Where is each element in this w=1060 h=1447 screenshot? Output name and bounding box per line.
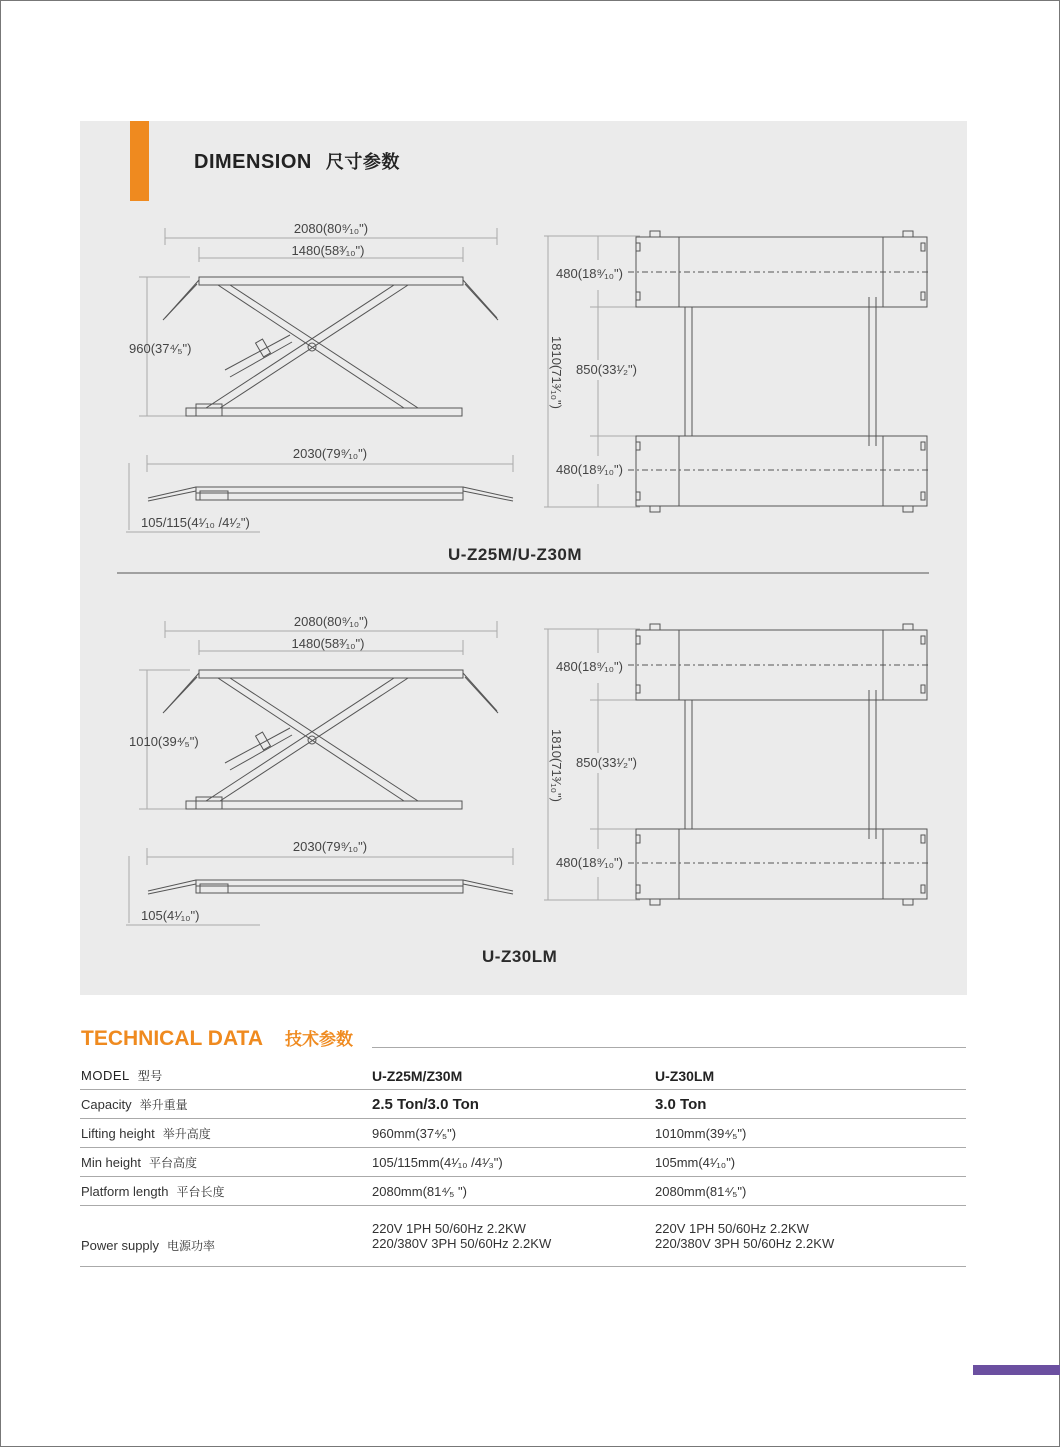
table-row xyxy=(80,1148,966,1177)
dim-base-length-2: 2030(79⁹⁄₁₀") xyxy=(292,839,368,854)
row-label-en: Capacity xyxy=(81,1096,132,1112)
dim-min-height-1: 105/115(4¹⁄₁₀ /4¹⁄₂") xyxy=(141,515,250,530)
dimension-title-cn: 尺寸参数 xyxy=(325,152,400,172)
row-value-model-2: 1010mm(39⁴⁄₅") xyxy=(655,1119,966,1148)
row-label-en: Power supply xyxy=(81,1237,160,1253)
dim-platform-width-top-2: 480(18⁹⁄₁₀") xyxy=(556,659,623,674)
dim-platform-length-1: 1480(58³⁄₁₀") xyxy=(291,243,365,258)
dim-lift-height-1: 960(37⁴⁄₅") xyxy=(129,341,192,356)
dim-min-height-2: 105(4¹⁄₁₀") xyxy=(141,908,200,923)
dim-gap-1: 850(33¹⁄₂") xyxy=(576,362,637,377)
row-value-model-1: 2.5 Ton/3.0 Ton xyxy=(372,1090,655,1119)
row-value-model-1: 960mm(37⁴⁄₅") xyxy=(372,1119,655,1148)
row-value-model-1 xyxy=(372,1206,655,1267)
row-label xyxy=(80,1206,372,1267)
row-value-model-2: 3.0 Ton xyxy=(655,1090,966,1119)
dim-platform-length-2: 1480(58³⁄₁₀") xyxy=(291,636,365,651)
technical-data-table xyxy=(80,1062,966,1267)
row-value-model-2: 2080mm(81⁴⁄₅") xyxy=(655,1177,966,1206)
power-line-2: 220/380V 3PH 50/60Hz 2.2KW xyxy=(372,1236,552,1251)
row-value-model-1: 2080mm(81⁴⁄₅ ") xyxy=(372,1177,655,1206)
model-label-1: U-Z25M/U-Z30M xyxy=(448,545,583,564)
dimension-title-en: DIMENSION xyxy=(194,151,312,173)
technical-title-rule xyxy=(372,1047,966,1048)
dim-overall-length-2: 2080(80⁹⁄₁₀") xyxy=(293,614,369,629)
table-header-row xyxy=(80,1062,966,1090)
power-line-1: 220V 1PH 50/60Hz 2.2KW xyxy=(372,1221,526,1236)
dim-platform-width-bottom-1: 480(18⁹⁄₁₀") xyxy=(556,462,623,477)
row-value-model-2: 105mm(4¹⁄₁₀") xyxy=(655,1148,966,1177)
corner-accent-bar xyxy=(973,1365,1060,1375)
header-label-cn: 型号 xyxy=(137,1069,163,1083)
dim-platform-width-top-1: 480(18⁹⁄₁₀") xyxy=(556,266,623,281)
technical-title-en: TECHNICAL DATA xyxy=(81,1027,263,1050)
dim-platform-width-bottom-2: 480(18⁹⁄₁₀") xyxy=(556,855,623,870)
row-value-model-1: 105/115mm(4¹⁄₁₀ /4¹⁄₃") xyxy=(372,1148,655,1177)
row-label xyxy=(80,1090,372,1119)
row-label-cn: 电源功率 xyxy=(167,1238,216,1253)
row-label-en: Lifting height xyxy=(81,1125,155,1141)
row-label-cn: 平台长度 xyxy=(176,1184,225,1199)
dim-overall-width-1: 1810(71³⁄₁₀") xyxy=(549,336,564,409)
technical-data-title xyxy=(81,1025,353,1051)
row-label xyxy=(80,1177,372,1206)
dim-base-length-1: 2030(79⁹⁄₁₀") xyxy=(292,446,368,461)
row-label-en: Min height xyxy=(81,1154,141,1170)
header-model-1: U-Z25M/Z30M xyxy=(372,1062,655,1090)
technical-title-cn: 技术参数 xyxy=(285,1030,353,1049)
row-label-en: Platform length xyxy=(81,1183,169,1199)
dim-overall-width-2: 1810(71³⁄₁₀") xyxy=(549,729,564,802)
row-label-cn: 平台高度 xyxy=(148,1155,197,1170)
row-label xyxy=(80,1148,372,1177)
row-label-cn: 举升重量 xyxy=(139,1097,188,1112)
row-label-cn: 举升高度 xyxy=(162,1126,211,1141)
row-value-model-2 xyxy=(655,1206,966,1267)
power-line-1: 220V 1PH 50/60Hz 2.2KW xyxy=(655,1221,809,1236)
dim-overall-length-1: 2080(80⁹⁄₁₀") xyxy=(293,221,369,236)
header-label-en: MODEL xyxy=(81,1068,130,1083)
header-label xyxy=(80,1062,372,1090)
dim-lift-height-2: 1010(39⁴⁄₅") xyxy=(129,734,199,749)
dim-gap-2: 850(33¹⁄₂") xyxy=(576,755,637,770)
power-line-2: 220/380V 3PH 50/60Hz 2.2KW xyxy=(655,1236,835,1251)
table-row-power xyxy=(80,1206,966,1267)
table-row xyxy=(80,1177,966,1206)
header-model-2: U-Z30LM xyxy=(655,1062,966,1090)
table-row xyxy=(80,1090,966,1119)
row-label xyxy=(80,1119,372,1148)
model-label-2: U-Z30LM xyxy=(482,947,558,966)
table-row xyxy=(80,1119,966,1148)
